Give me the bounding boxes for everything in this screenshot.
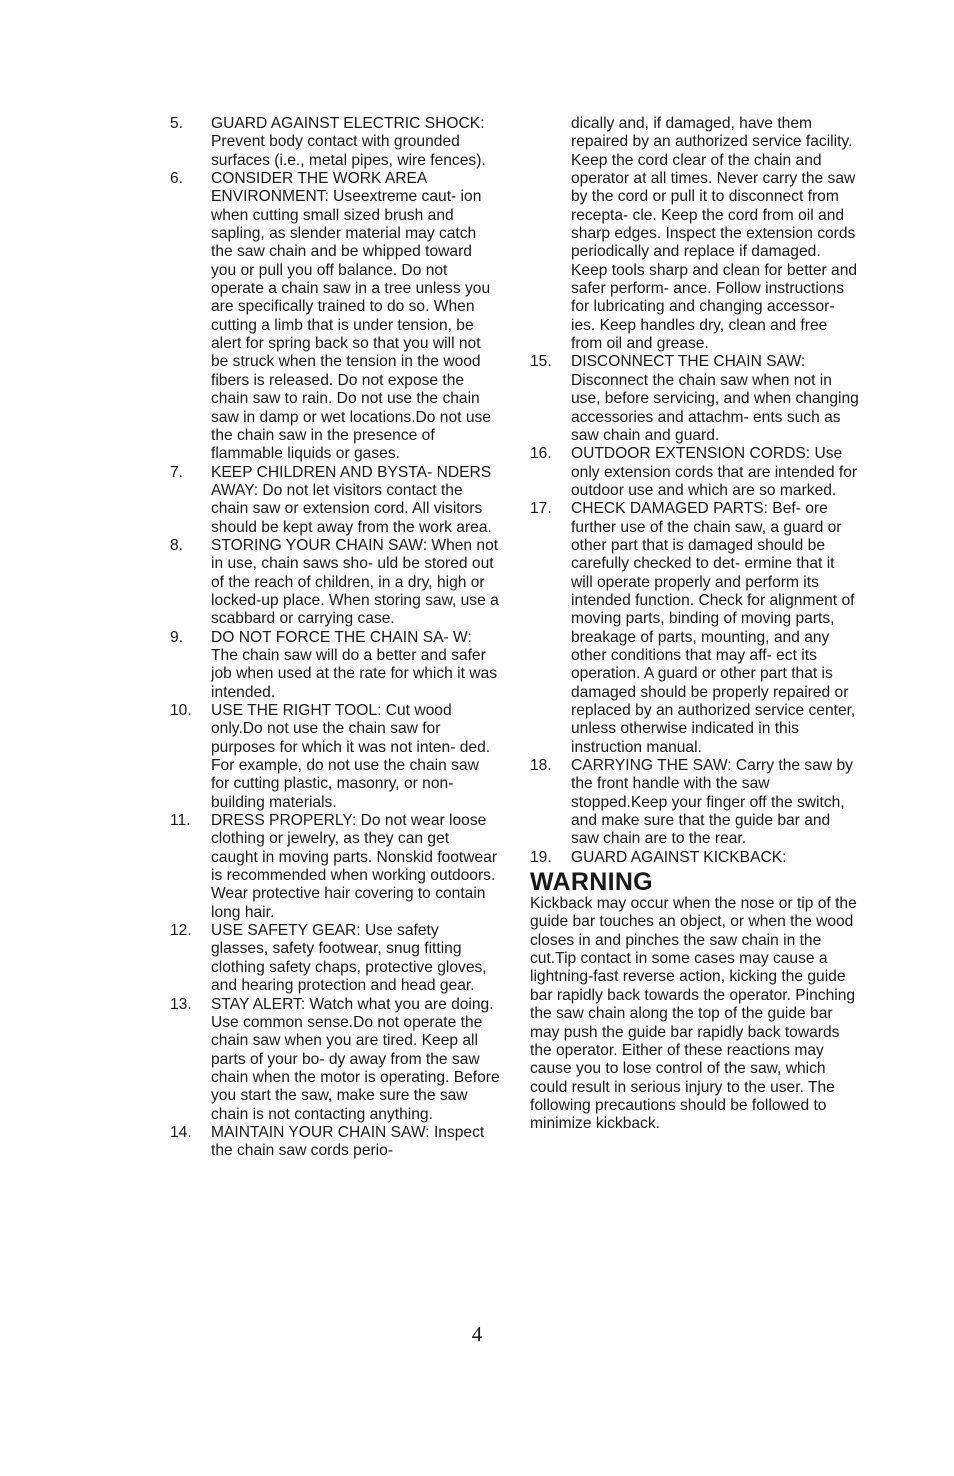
item-text: STORING YOUR CHAIN SAW: When not in use, chain saws sho- uld be stored out of the reach of children, in a dry, high or locked-up place. When storing saw, use a scabbard or carrying case. xyxy=(211,536,499,628)
list-item xyxy=(170,702,500,812)
item-14-continuation: dically and, if damaged, have them repaired by an authorized service facility. Keep the cord clear of the chain and operator at all times. Never carry the saw by the cord or pull it to disconnect from recepta- cle. Keep the cord from oil and sharp edges. Inspect the extension cords periodically and replace if damaged. Keep tools sharp and clean for better and safer perform- ance. Follow instructions for lubricating and changing accessor- ies. Keep handles dry, clean and free from oil and grease. xyxy=(571,115,858,353)
right-column xyxy=(530,115,860,1134)
item-text: GUARD AGAINST ELECTRIC SHOCK: Prevent body contact with grounded surfaces (i.e., metal pipes, wire fences). xyxy=(211,115,486,169)
item-number: 5. xyxy=(170,115,184,132)
item-number: 8. xyxy=(170,536,184,554)
left-column xyxy=(170,115,500,1161)
item-number: 16. xyxy=(530,445,552,463)
list-item xyxy=(170,115,500,170)
item-number: 13. xyxy=(170,995,192,1013)
list-item xyxy=(170,812,500,922)
item-text: CHECK DAMAGED PARTS: Bef- ore further use of the chain saw, a guard or other part that is damaged should be carefully checked to det- ermine that it will operate properly and perform its intended function. Check for alignment of moving parts, binding of moving parts, breakage of parts, mounting, and any other conditions that may aff- ect its operation. A guard or other part that is damaged should be properly repaired or replaced by an authorized service center, unless otherwise indicated in this instruction manual. xyxy=(571,500,856,756)
item-text: DRESS PROPERLY: Do not wear loose clothing or jewelry, as they can get caught in moving parts. Nonskid footwear is recommended when working outdoors. Wear protective hair covering to contain long hair. xyxy=(211,812,498,921)
item-number: 10. xyxy=(170,702,192,719)
warning-heading: WARNING xyxy=(530,868,653,897)
list-item xyxy=(170,629,500,702)
list-item xyxy=(170,996,500,1124)
item-number: 19. xyxy=(530,848,552,866)
item-text: USE THE RIGHT TOOL: Cut wood only.Do not use the chain saw for purposes for which it was not inten- ded. For example, do not use the chain saw for cutting plastic, masonry, or non-building materials. xyxy=(211,702,491,811)
item-text: USE SAFETY GEAR: Use safety glasses, safety footwear, snug fitting clothing safety chaps, protective gloves, and hearing protection and head gear. xyxy=(211,922,487,995)
list-item xyxy=(530,849,860,867)
item-text: DO NOT FORCE THE CHAIN SA- W: The chain saw will do a better and safer job when used at the rate for which it was intended. xyxy=(211,628,498,701)
item-number: 12. xyxy=(170,922,192,940)
item-number: 15. xyxy=(530,353,552,371)
item-number: 18. xyxy=(530,757,552,775)
list-item xyxy=(530,353,860,445)
list-item xyxy=(530,500,860,757)
list-item xyxy=(170,170,500,464)
item-number: 14. xyxy=(170,1123,192,1141)
item-number: 7. xyxy=(170,463,184,481)
page-number: 4 xyxy=(471,1322,483,1346)
warning-text: Kickback may occur when the nose or tip of the guide bar touches an object, or when the wood closes in and pinches the saw chain in the cut.Tip contact in some cases may cause a lightning-fast reverse action, kicking the guide bar rapidly back towards the operator. Pinching the saw chain along the top of the guide bar may push the guide bar rapidly back towards the operator. Either of these reactions may cause you to lose control of the saw, which could result in serious injury to the user. The following precautions should be followed to minimize kickback. xyxy=(530,895,857,1133)
item-text: MAINTAIN YOUR CHAIN SAW: Inspect the chain saw cords perio- xyxy=(211,1123,485,1160)
item-text: CONSIDER THE WORK AREA ENVIRONMENT: Useextreme caut- ion when cutting small sized brush and sapling, as slender material may catch the saw chain and be whipped toward you or pull you off balance. Do not operate a chain saw in a tree unless you are specifically trained to do so. When cutting a limb that is under tension, be alert for spring back so that you will not be struck when the tension in the wood fibers is released. Do not expose the chain saw to rain. Do not use the chain saw in damp or wet locations.Do not use the chain saw in the presence of flammable liquids or gases. xyxy=(211,170,491,463)
item-number: 9. xyxy=(170,628,184,646)
item-text: DISCONNECT THE CHAIN SAW: Disconnect the chain saw when not in use, before servicing, and when changing accessories and attachm- ents such as saw chain and guard. xyxy=(571,353,859,444)
item-text: CARRYING THE SAW: Carry the saw by the front handle with the saw stopped.Keep your finger off the switch, and make sure that the guide bar and saw chain are to the rear. xyxy=(571,757,853,848)
list-item xyxy=(170,537,500,629)
list-item xyxy=(170,464,500,537)
item-number: 11. xyxy=(170,812,191,830)
item-text: KEEP CHILDREN AND BYSTA- NDERS AWAY: Do not let visitors contact the chain saw or extension cord. All visitors should be kept away from the work area. xyxy=(211,463,492,536)
item-number: 17. xyxy=(530,500,552,518)
item-text: STAY ALERT: Watch what you are doing. Use common sense.Do not operate the chain saw when you are tired. Keep all parts of your bo- dy away from the saw chain when the motor is operating. Before you start the saw, make sure the saw chain is not contacting anything. xyxy=(211,995,500,1123)
list-item xyxy=(530,757,860,849)
list-item xyxy=(170,922,500,995)
item-number: 6. xyxy=(170,170,184,188)
list-item xyxy=(530,445,860,500)
list-item xyxy=(170,1124,500,1161)
item-text: GUARD AGAINST KICKBACK: xyxy=(571,848,787,866)
item-text: OUTDOOR EXTENSION CORDS: Use only extension cords that are intended for outdoor use and which are so marked. xyxy=(571,445,858,499)
